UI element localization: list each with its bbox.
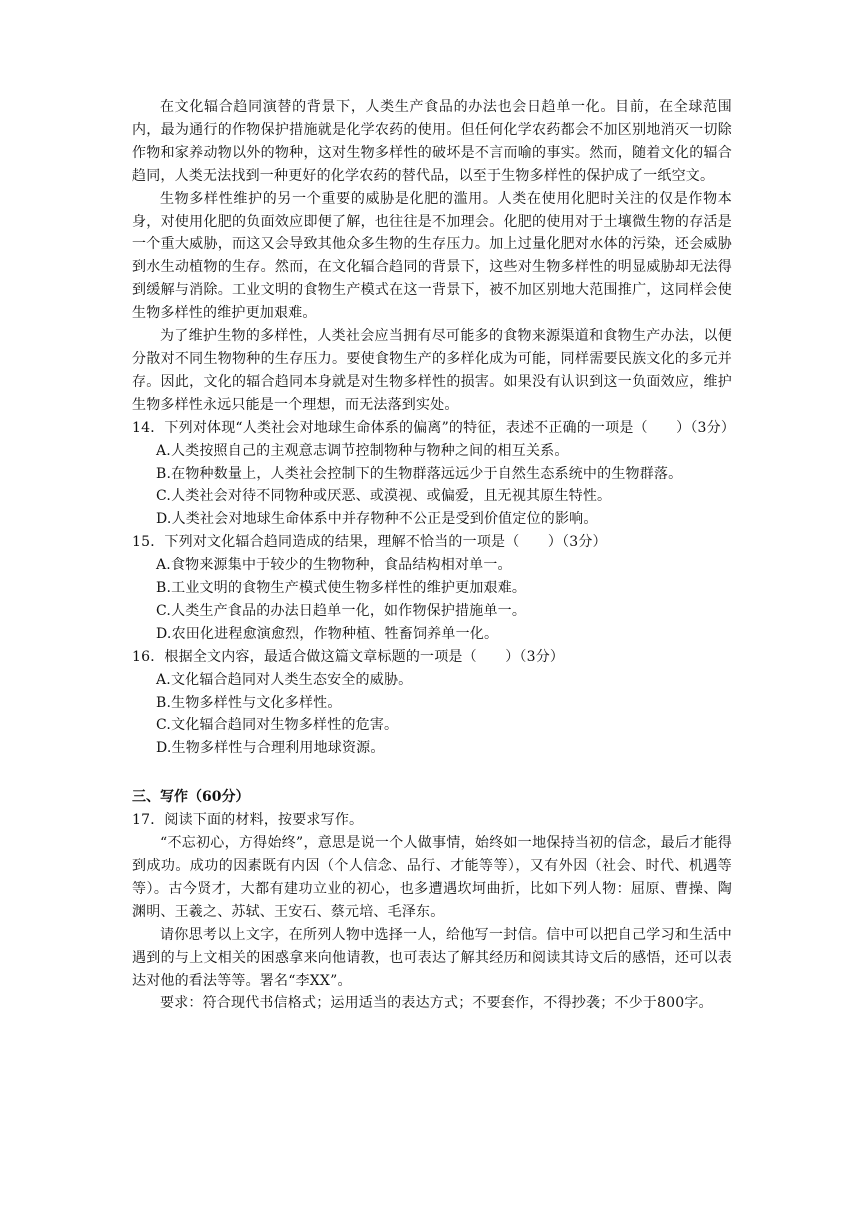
section-title: 三、写作（60分） (132, 789, 250, 806)
question-option: A.人类按照自己的主观意志调节控制物种与物种之间的相互关系。 (156, 442, 569, 459)
question-option: B.在物种数量上，人类社会控制下的生物群落远远少于自然生态系统中的生物群落。 (156, 465, 683, 482)
question-option: A.食物来源集中于较少的生物物种，食品结构相对单一。 (156, 557, 512, 574)
question-option: B.工业文明的食物生产模式使生物多样性的维护更加艰难。 (156, 580, 527, 597)
writing-prompt: 请你思考以上文字，在所列人物中选择一人，给他写一封信。信中可以把自己学习和生活中遇到的与上文相关的困惑拿来向他请教，也可表达了解其经历和阅读其诗文后的感悟，还可以表达对他的看法等等。署名“李XX”。 (132, 926, 732, 989)
writing-material: “不忘初心，方得始终”，意思是说一个人做事情，始终如一地保持当初的信念，最后才能得到成功。成功的因素既有内因（个人信念、品行、才能等等），又有外因（社会、时代、机遇等等）。古今贤才，大都有建功立业的初心，也多遭遇坎坷曲折，比如下列人物：屈原、曹操、陶渊明、王羲之、苏轼、王安石、蔡元培、毛泽东。 (132, 835, 732, 920)
question-16 (132, 646, 732, 761)
passage-paragraph: 生物多样性维护的另一个重要的威胁是化肥的滥用。人类在使用化肥时关注的仅是作物本身，对使用化肥的负面效应即便了解，也往往是不加理会。化肥的使用对于土壤微生物的存活是一个重大威胁，而这又会导致其他众多生物的生存压力。加上过量化肥对水体的污染，还会威胁到水生动植物的生存。然而，在文化辐合趋同的背景下，这些对生物多样性的明显威胁却无法得到缓解与消除。工业文明的食物生产模式在这一背景下，被不加区别地大范围推广，这同样会使生物多样性的维护更加艰难。 (132, 190, 732, 322)
question-option: C.文化辐合趋同对生物多样性的危害。 (156, 717, 399, 734)
question-stem: 17．阅读下面的材料，按要求写作。 (132, 812, 364, 829)
question-option: C.人类生产食品的办法日趋单一化，如作物保护措施单一。 (156, 602, 527, 619)
question-option: D.农田化进程愈演愈烈，作物种植、牲畜饲养单一化。 (156, 625, 499, 642)
passage-paragraph: 在文化辐合趋同演替的背景下，人类生产食品的办法也会日趋单一化。目前，在全球范围内，最为通行的作物保护措施就是化学农药的使用。但任何化学农药都会不加区别地消灭一切除作物和家养动物以外的物种，这对生物多样性的破坏是不言而喻的事实。然而，随着文化的辐合趋同，人类无法找到一种更好的化学农药的替代品，以至于生物多样性的保护成了一纸空文。 (132, 99, 732, 184)
question-14 (132, 417, 736, 532)
question-option: D.生物多样性与合理利用地球资源。 (156, 740, 385, 757)
question-stem: 16．根据全文内容，最适合做这篇文章标题的一项是（ ）（3分） (132, 648, 565, 665)
writing-section (132, 786, 732, 1015)
section-gap (132, 760, 732, 786)
question-option: D.人类社会对地球生命体系中并存物种不公正是受到价值定位的影响。 (156, 511, 598, 528)
question-option: A.文化辐合趋同对人类生态安全的威胁。 (156, 671, 413, 688)
question-option: B.生物多样性与文化多样性。 (156, 694, 342, 711)
question-stem: 15．下列对文化辐合趋同造成的结果，理解不恰当的一项是（ ）（3分） (132, 534, 607, 551)
passage-paragraph: 为了维护生物的多样性，人类社会应当拥有尽可能多的食物来源渠道和食物生产办法，以便分散对不同生物物种的生存压力。要使食物生产的多样化成为可能，同样需要民族文化的多元并存。因此，文化的辐合趋同本身就是对生物多样性的损害。如果没有认识到这一负面效应，维护生物多样性永远只能是一个理想，而无法落到实处。 (132, 328, 732, 413)
question-option: C.人类社会对待不同物种或厌恶、或漠视、或偏爱，且无视其原生特性。 (156, 488, 612, 505)
question-stem: 14．下列对体现“人类社会对地球生命体系的偏离”的特征，表述不正确的一项是（ ）（3分） (132, 419, 736, 436)
writing-requirements: 要求：符合现代书信格式；运用适当的表达方式；不要套作，不得抄袭；不少于800字。 (160, 995, 713, 1012)
question-15 (132, 531, 732, 646)
exam-page (132, 96, 736, 1015)
